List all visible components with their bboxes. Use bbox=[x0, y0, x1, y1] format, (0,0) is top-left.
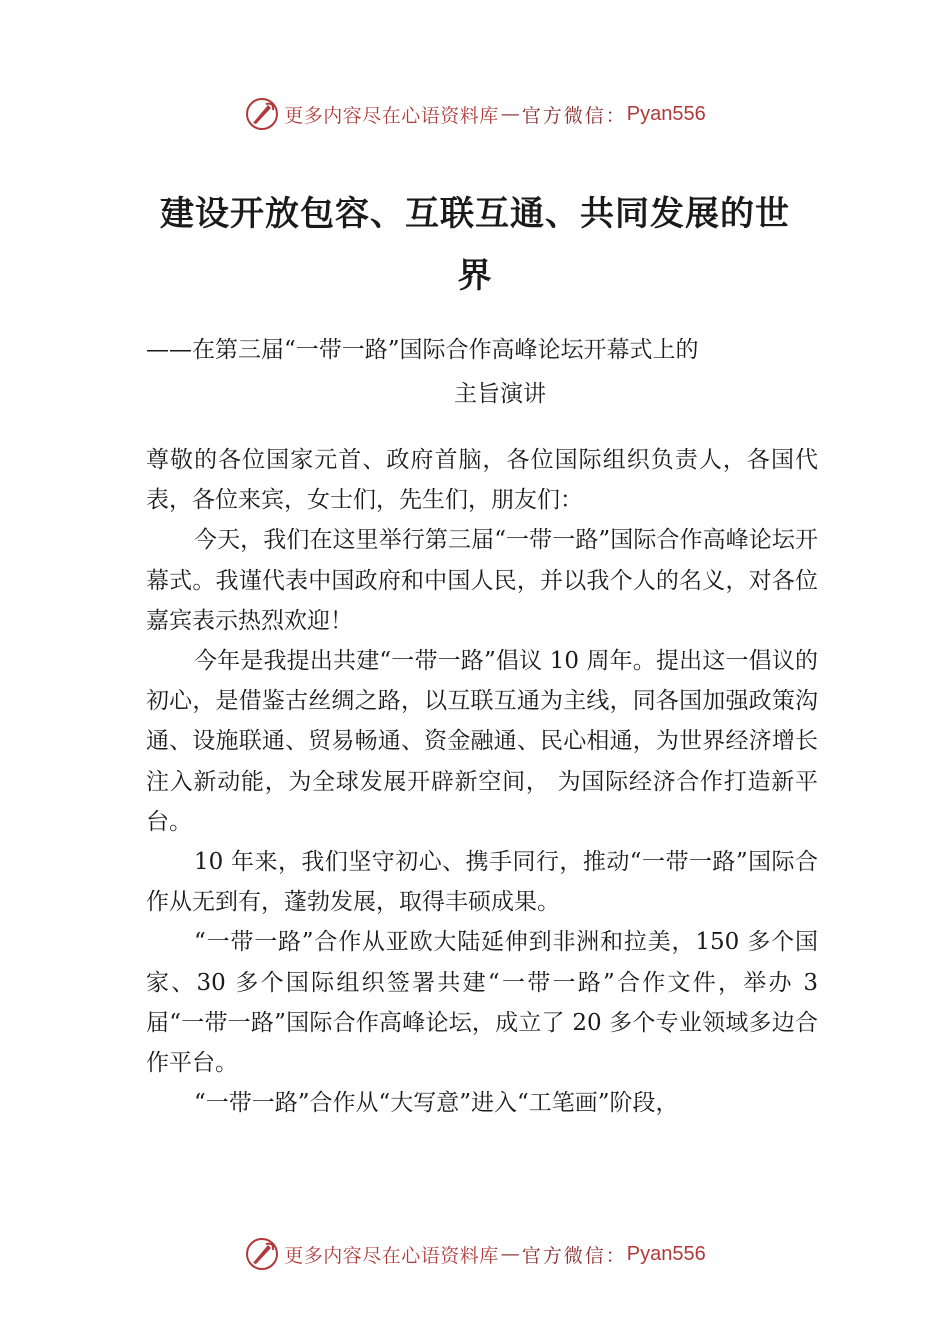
paragraph-salutation: 尊敬的各位国家元首、政府首脑，各位国际组织负责人，各国代表，各位来宾，女士们，先生们，朋友们： bbox=[146, 447, 818, 514]
banner-wechat-id: Pyan556 bbox=[626, 1242, 706, 1265]
paragraph: 今天，我们在这里举行第三届“一带一路”国际合作高峰论坛开幕式。我谨代表中国政府和中国人民，并以我个人的名义，对各位嘉宾表示热烈欢迎！ bbox=[146, 527, 818, 634]
paragraph: 10 年来，我们坚守初心、携手同行，推动“一带一路”国际合作从无到有，蓬勃发展，取得丰硕成果。 bbox=[146, 849, 818, 916]
title-line-1: 建设开放包容、互联互通、共同发展的世 bbox=[160, 194, 790, 234]
subtitle-line-2: 主旨演讲 bbox=[454, 381, 546, 407]
quill-logo-icon bbox=[244, 96, 280, 132]
banner-wechat-label: 官方微信： bbox=[521, 104, 627, 127]
quill-logo-icon bbox=[244, 1236, 280, 1272]
title-line-2: 界 bbox=[457, 256, 493, 296]
footer-banner bbox=[0, 1236, 950, 1272]
banner-wechat-label: 官方微信： bbox=[521, 1244, 627, 1267]
paragraph: 今年是我提出共建“一带一路”倡议 10 周年。提出这一倡议的初心，是借鉴古丝绸之路，以互联互通为主线，同各国加强政策沟通、设施联通、贸易畅通、资金融通、民心相通，为世界经济增长注入新动能，为全球发展开辟新空间， 为国际经济合作打造新平台。 bbox=[146, 648, 818, 835]
banner-wechat-id: Pyan556 bbox=[626, 102, 706, 125]
header-banner bbox=[0, 96, 950, 132]
document-subtitle bbox=[146, 328, 802, 416]
document-title bbox=[148, 183, 802, 307]
banner-dash: — bbox=[500, 1243, 520, 1265]
document-body bbox=[146, 440, 818, 1123]
subtitle-line-1: ——在第三届“一带一路”国际合作高峰论坛开幕式上的 bbox=[146, 337, 699, 363]
banner-text: 更多内容尽在心语资料库 bbox=[284, 104, 499, 127]
banner-dash: — bbox=[500, 103, 520, 125]
banner-text: 更多内容尽在心语资料库 bbox=[284, 1244, 499, 1267]
paragraph: “一带一路”合作从“大写意”进入“工笔画”阶段， bbox=[194, 1090, 679, 1117]
paragraph: “一带一路”合作从亚欧大陆延伸到非洲和拉美，150 多个国家、30 多个国际组织签署共建“一带一路”合作文件，举办 3 届“一带一路”国际合作高峰论坛，成立了 20 多个专业领域多边合作平台。 bbox=[146, 929, 818, 1077]
